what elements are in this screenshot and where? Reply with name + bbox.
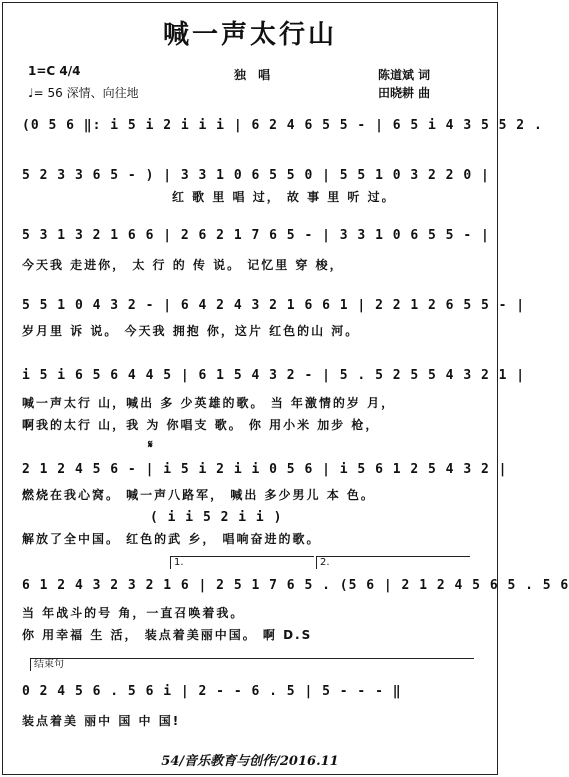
- notation-row: i 5 i 6 5 6 4 4 5 | 6 1 5 4 3 2 - | 5 . 5 2 5 5 4 3 2 1 |: [22, 368, 526, 383]
- lyrics-row: 解放了全中国。 红色的武 乡， 唱响奋进的歌。: [22, 532, 321, 546]
- notation-row: (0 5 6 ‖: i 5 i 2 i i i | 6 2 4 6 5 5 - | 6 5 i 4 3 5 5 2 .: [22, 118, 543, 133]
- lyrics-row: 红 歌 里 唱 过， 故 事 里 听 过。: [172, 190, 396, 204]
- composer-credit: 田晓耕 曲: [378, 86, 431, 100]
- lyrics-row: 今天我 走进你， 太 行 的 传 说。 记忆里 穿 梭，: [22, 258, 344, 272]
- lyrics-row: 喊一声太行 山，喊出 多 少英雄的歌。 当 年激情的岁 月，: [22, 396, 396, 410]
- song-title: 喊一声太行山: [162, 20, 337, 50]
- notation-row: 2 1 2 4 5 6 - | i 5 i 2 i i 0 5 6 | i 5 6 1 2 5 4 3 2 |: [22, 462, 508, 477]
- performance-type: 独 唱: [234, 68, 275, 82]
- notation-row: 6 1 2 4 3 2 3 2 1 6 | 2 5 1 7 6 5 . (5 6 | 2 1 2 4 5 6 5 . 5 6: [22, 578, 569, 593]
- lyrics-row: 啊我的太行 山，我 为 你唱支 歌。 你 用小米 加步 枪，: [22, 418, 380, 432]
- lyrics-row: 装点着美 丽中 国 中 国!: [22, 714, 181, 728]
- notation-row: ( i i 5 2 i i ): [150, 510, 283, 525]
- coda-label: 结束句: [30, 658, 474, 671]
- segno-mark: 𝄋: [148, 438, 153, 451]
- notation-row: 0 2 4 5 6 . 5 6 i | 2 - - 6 . 5 | 5 - - - ‖: [22, 684, 402, 699]
- lyrics-row: 燃烧在我心窝。 喊一声八路军， 喊出 多少男儿 本 色。: [22, 488, 375, 502]
- tempo-mark: ♩= 56 深情、向往地: [28, 86, 139, 100]
- notation-row: 5 2 3 3 6 5 - ) | 3 3 1 0 6 5 5 0 | 5 5 1 0 3 2 2 0 |: [22, 168, 490, 183]
- lyrics-row: 当 年战斗的号 角，一直召唤着我。: [22, 606, 245, 620]
- lyrics-row: 你 用幸福 生 活， 装点着美丽中国。 啊 D.S: [22, 628, 313, 642]
- volta-second-ending: 2.: [316, 556, 470, 569]
- notation-row: 5 5 1 0 4 3 2 - | 6 4 2 4 3 2 1 6 6 1 | 2 2 1 2 6 5 5 - |: [22, 298, 526, 313]
- notation-row: 5 3 1 3 2 1 6 6 | 2 6 2 1 7 6 5 - | 3 3 1 0 6 5 5 - |: [22, 228, 490, 243]
- lyrics-row: 岁月里 诉 说。 今天我 拥抱 你，这片 红色的山 河。: [22, 324, 360, 338]
- lyricist-credit: 陈道斌 词: [378, 68, 431, 82]
- page-footer: 54/音乐教育与创作/2016.11: [161, 754, 339, 769]
- volta-first-ending: 1.: [170, 556, 314, 569]
- key-signature: 1=C 4/4: [28, 64, 81, 78]
